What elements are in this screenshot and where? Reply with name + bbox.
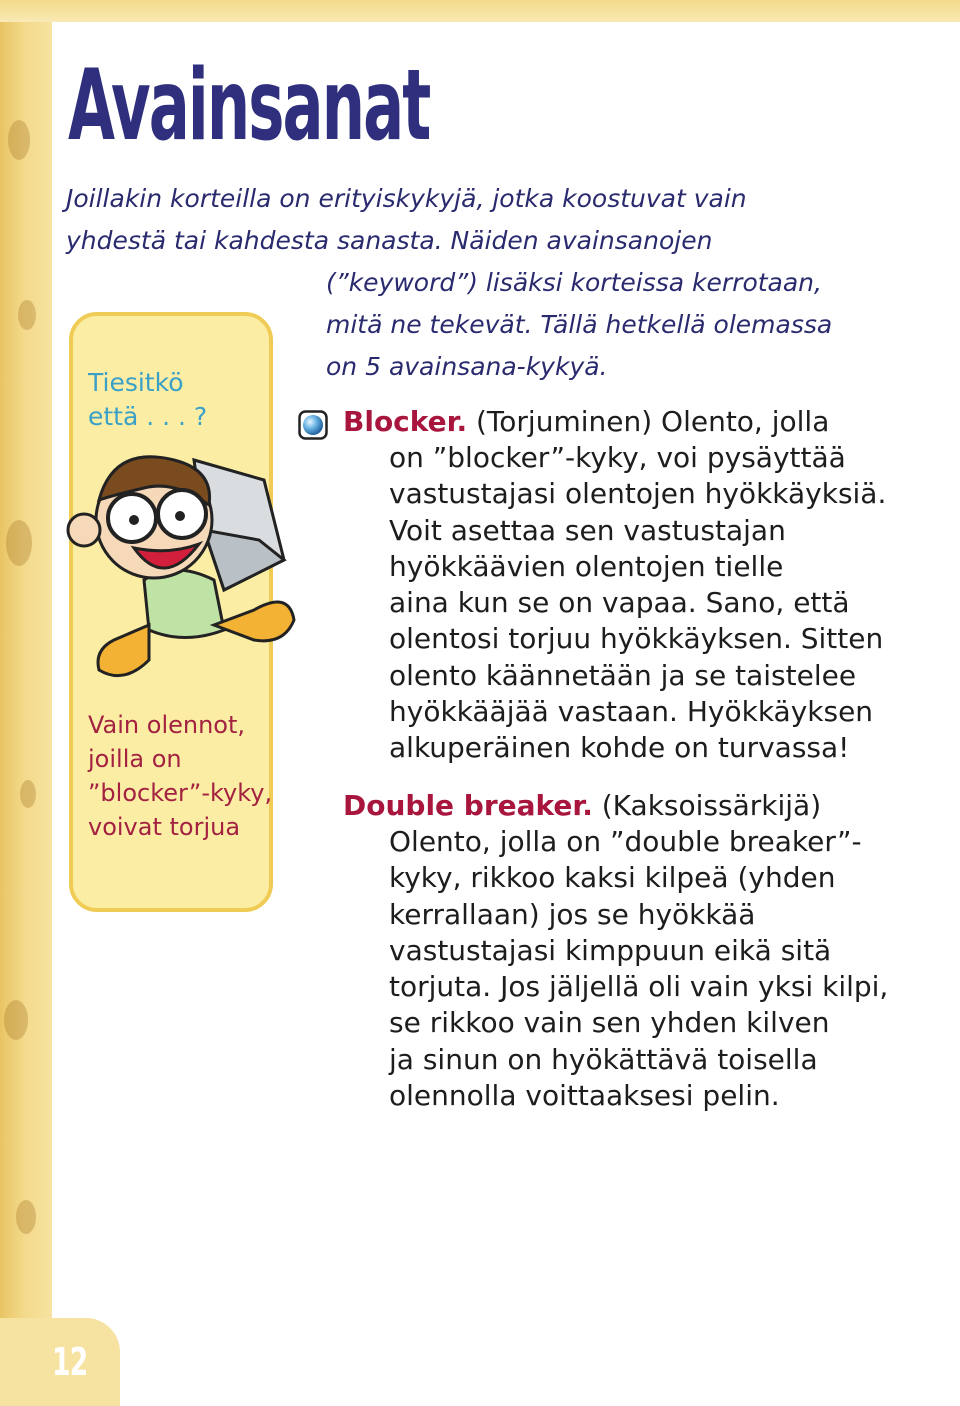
tip-heading-line: että . . . ? (88, 402, 208, 431)
description-line: hyökkäävien olentojen tielle (389, 549, 784, 583)
description-line: olento käännetään ja se taistelee (389, 658, 857, 692)
keyword-term: Blocker. (343, 405, 468, 438)
description-line: Voit asettaa sen vastustajan (389, 513, 786, 547)
tip-text-line: voivat torjua (88, 813, 241, 841)
intro-line: Joillakin korteilla on erityiskykyjä, jotka koostuvat vain (66, 184, 747, 213)
tip-text-line: joilla on (88, 745, 182, 773)
intro-line: mitä ne tekevät. Tällä hetkellä olemassa (326, 310, 833, 339)
did-you-know-text (88, 708, 288, 844)
keyword-entry-double-breaker (343, 788, 821, 824)
description-line: kyky, rikkoo kaksi kilpeä (yhden (389, 861, 836, 895)
keyword-entry-blocker (343, 404, 829, 440)
blue-orb-icon (298, 410, 328, 440)
description-line: alkuperäinen kohde on turvassa! (389, 731, 850, 765)
description-line: olennolla voittaaksesi pelin. (389, 1079, 780, 1113)
intro-line: yhdestä tai kahdesta sanasta. Näiden avainsanojen (66, 226, 713, 255)
cartoon-boy-illustration (54, 440, 304, 690)
tip-heading-line: Tiesitkö (88, 368, 184, 397)
intro-line: (”keyword”) lisäksi korteissa kerrotaan, (326, 268, 822, 297)
decorative-top-strip (0, 0, 960, 22)
description-line: torjuta. Jos jäljellä oli vain yksi kilpi, (389, 970, 889, 1004)
keyword-first-line: (Kaksoissärkijä) (601, 789, 822, 822)
tip-text-line: ”blocker”-kyky, (88, 779, 273, 807)
description-line: ja sinun on hyökättävä toisella (389, 1042, 818, 1076)
keyword-description-double-breaker (389, 824, 888, 1114)
description-line: on ”blocker”-kyky, voi pysäyttää (389, 441, 846, 474)
description-line: aina kun se on vapaa. Sano, että (389, 586, 850, 620)
keyword-description-blocker (389, 440, 886, 767)
description-line: hyökkääjää vastaan. Hyökkäyksen (389, 695, 874, 729)
description-line: Olento, jolla on ”double breaker”- (389, 825, 862, 858)
intro-paragraph-indented (326, 262, 832, 388)
description-line: kerrallaan) jos se hyökkää (389, 897, 756, 931)
intro-line: on 5 avainsana-kykyä. (326, 352, 608, 381)
description-line: vastustajasi olentojen hyökkäyksiä. (389, 477, 887, 511)
did-you-know-heading (88, 366, 248, 434)
description-line: olentosi torjuu hyökkäyksen. Sitten (389, 622, 884, 656)
page-title: Avainsanat (68, 49, 430, 163)
page-number: 12 (52, 1340, 88, 1384)
description-line: vastustajasi kimppuun eikä sitä (389, 933, 832, 967)
keyword-first-line: (Torjuminen) Olento, jolla (476, 405, 830, 438)
description-line: se rikkoo vain sen yhden kilven (389, 1006, 830, 1040)
decorative-border-strip (0, 0, 52, 1406)
keyword-term: Double breaker. (343, 789, 593, 822)
intro-paragraph-top (66, 178, 747, 262)
tip-text-line: Vain olennot, (88, 711, 246, 739)
